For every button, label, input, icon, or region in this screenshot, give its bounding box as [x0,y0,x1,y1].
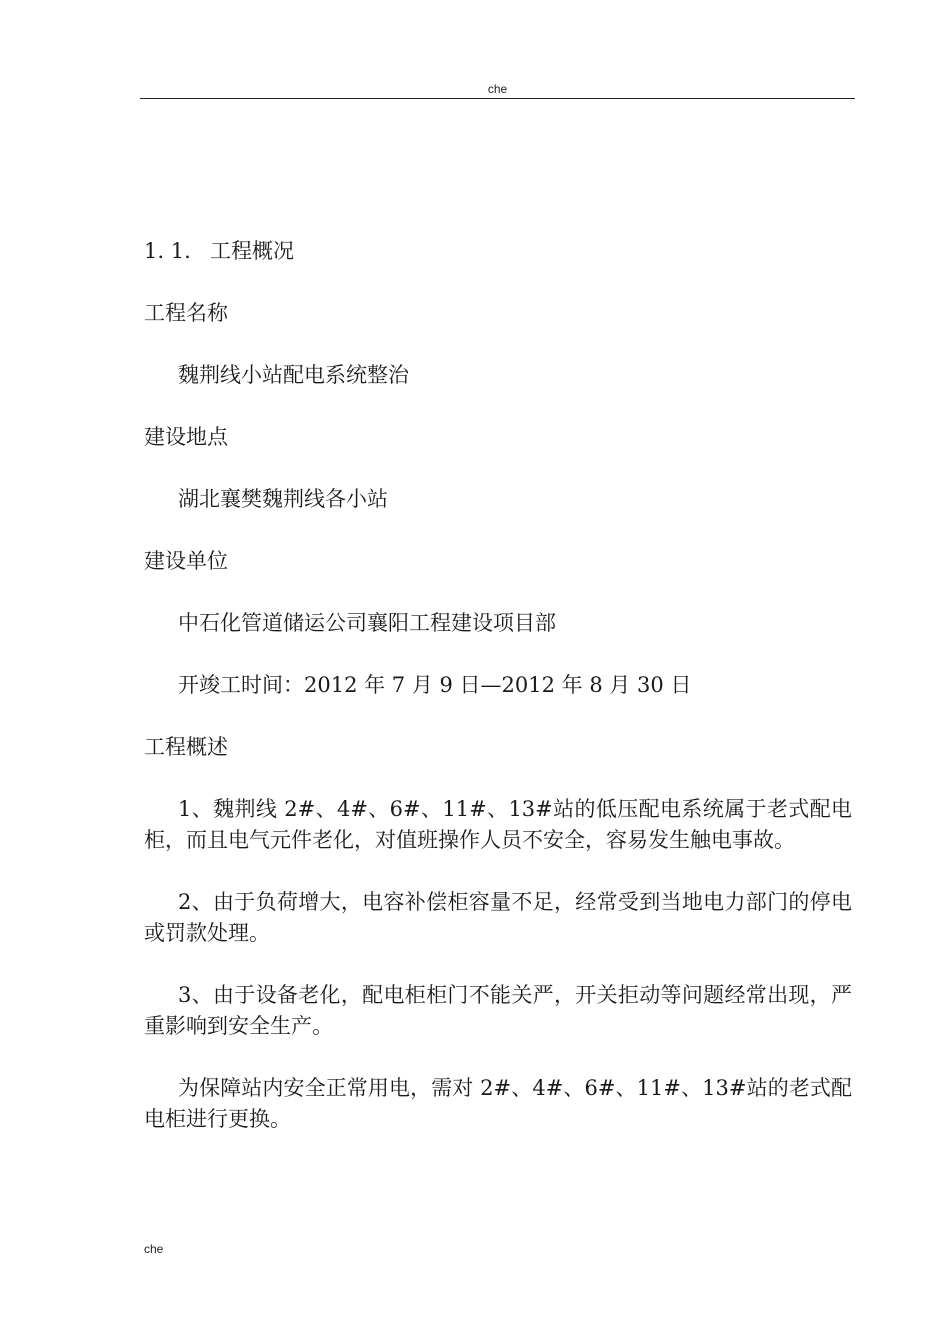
location-value: 湖北襄樊魏荆线各小站 [178,487,388,511]
section-title: 工程概况 [210,239,294,263]
location-label: 建设地点 [144,425,228,449]
overview-paragraph-3: 3、由于设备老化，配电柜柜门不能关严，开关拒动等问题经常出现，严重影响到安全生产。 [144,983,852,1038]
schedule-text: 开竣工时间：2012 年 7 月 9 日—2012 年 8 月 30 日 [178,673,692,697]
overview-paragraph-4: 为保障站内安全正常用电，需对 2#、4#、6#、11#、13#站的老式配电柜进行更换。 [144,1076,852,1131]
header-text: che [487,82,508,96]
unit-label: 建设单位 [144,549,228,573]
overview-paragraph-2: 2、由于负荷增大，电容补偿柜容量不足，经常受到当地电力部门的停电或罚款处理。 [144,890,852,945]
section-number: 1. 1. [144,239,191,263]
unit-value: 中石化管道储运公司襄阳工程建设项目部 [178,611,556,635]
overview-paragraph-1: 1、魏荆线 2#、4#、6#、11#、13#站的低压配电系统属于老式配电柜，而且电气元件老化，对值班操作人员不安全，容易发生触电事故。 [144,797,852,852]
project-name-label: 工程名称 [144,301,228,325]
project-name-value: 魏荆线小站配电系统整治 [178,363,409,387]
page-header [140,82,855,99]
section-heading [144,236,852,267]
document-body [144,236,852,1135]
page-footer: che [144,1242,164,1256]
overview-label: 工程概述 [144,735,228,759]
